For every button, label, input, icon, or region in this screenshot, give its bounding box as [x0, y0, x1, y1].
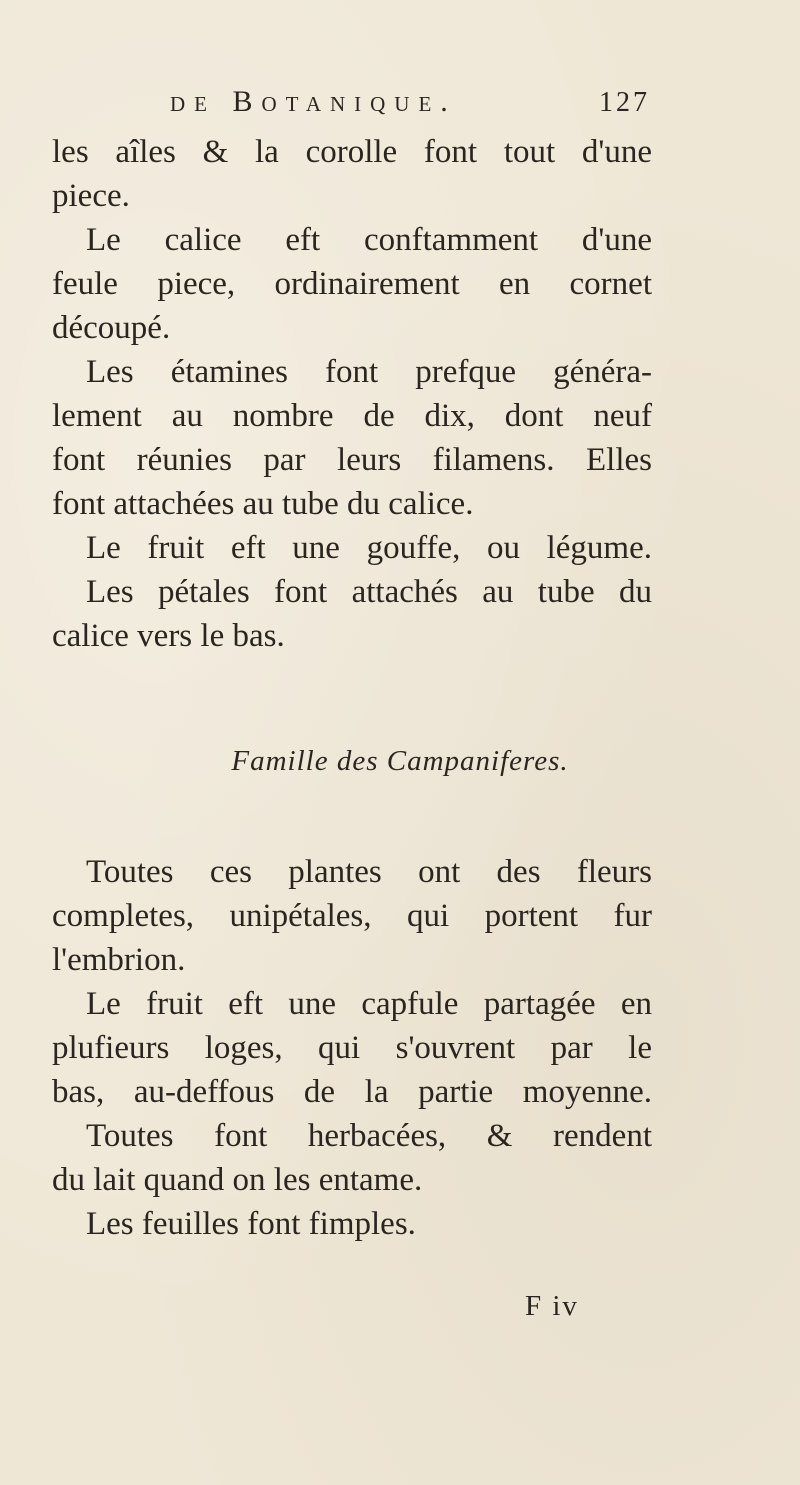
text-line: les aîles & la corolle font tout d'une — [52, 134, 652, 170]
text-line: font attachées au tube du calice. — [52, 486, 474, 522]
text-line: calice vers le bas. — [52, 618, 285, 654]
text-line: Toutes ces plantes ont des fleurs — [86, 854, 652, 890]
text-line: Les étamines font prefque généra- — [86, 354, 652, 390]
signature-mark: F iv — [525, 1290, 579, 1322]
text-line: font réunies par leurs filamens. Elles — [52, 442, 652, 478]
text-line: plufieurs loges, qui s'ouvrent par le — [52, 1030, 652, 1066]
text-line: Les pétales font attachés au tube du — [86, 574, 652, 610]
text-line: Toutes font herbacées, & rendent — [86, 1118, 652, 1154]
running-head-title: de Botanique. — [170, 85, 457, 118]
running-head — [170, 85, 650, 125]
text-line: Le fruit eft une capfule partagée en — [86, 986, 652, 1022]
text-line: du lait quand on les entame. — [52, 1162, 423, 1198]
section-heading: Famille des Campaniferes. — [231, 745, 569, 777]
text-line: Le calice eft conftamment d'une — [86, 222, 652, 258]
text-line: Le fruit eft une gouffe, ou légume. — [86, 530, 652, 566]
text-line: lement au nombre de dix, dont neuf — [52, 398, 652, 434]
page-number: 127 — [599, 87, 650, 118]
text-line: Les feuilles font fimples. — [86, 1206, 416, 1242]
text-line: feule piece, ordinairement en cornet — [52, 266, 652, 302]
text-line: bas, au-deffous de la partie moyenne. — [52, 1074, 652, 1110]
text-line: piece. — [52, 178, 130, 214]
text-line: completes, unipétales, qui portent fur — [52, 898, 652, 934]
text-line: l'embrion. — [52, 942, 186, 978]
text-line: découpé. — [52, 310, 171, 346]
